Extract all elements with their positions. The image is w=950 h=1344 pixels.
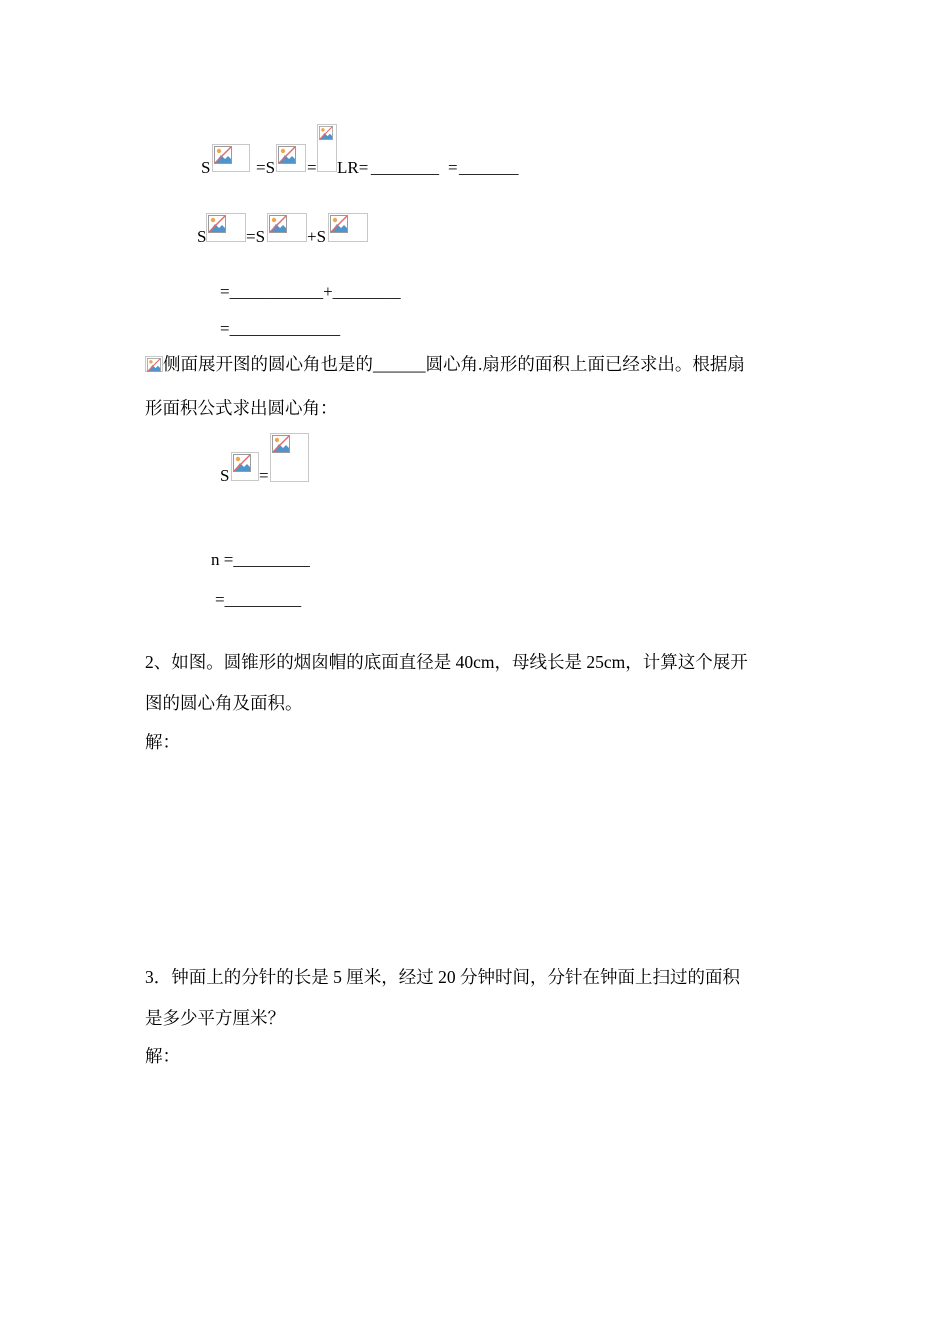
eq2-plus-s: +S <box>307 227 327 246</box>
eq5-eq: = <box>259 466 269 485</box>
formula-image-icon <box>212 144 250 172</box>
eq5-s: S <box>220 466 230 485</box>
eq2-s: S <box>197 227 207 246</box>
formula-image-icon <box>206 213 246 242</box>
eq2-eq-s: =S <box>246 227 266 246</box>
problem-3-line-2: 是多少平方厘米？ <box>145 1008 285 1028</box>
eq1-equals: = <box>448 158 458 177</box>
eq1-s: S <box>201 158 211 177</box>
eq3-line: =___________+________ <box>220 282 401 301</box>
inline-image-icon <box>145 356 163 372</box>
formula-image-icon <box>317 124 337 172</box>
formula-image-icon <box>276 144 306 172</box>
eq1-lr: LR= <box>337 158 369 177</box>
eq7-line: =_________ <box>215 590 302 609</box>
formula-image-icon <box>267 213 307 242</box>
eq6-line: n =_________ <box>211 550 310 569</box>
eq1-eq: = <box>307 158 317 177</box>
eq1-blank-1: ________ <box>371 158 439 177</box>
problem-2-line-2: 图的圆心角及面积。 <box>145 693 303 713</box>
problem-2-solution-label: 解： <box>145 732 180 752</box>
paragraph-line-2: 形面积公式求出圆心角： <box>145 398 338 418</box>
formula-image-icon <box>270 433 309 482</box>
eq1-blank-2: _______ <box>459 158 519 177</box>
formula-image-icon <box>231 452 259 481</box>
eq4-line: =_____________ <box>220 319 341 338</box>
formula-image-icon <box>328 213 368 242</box>
problem-3-solution-label: 解： <box>145 1046 180 1066</box>
problem-3-line-1: 3．钟面上的分针的长是 5 厘米，经过 20 分钟时间，分针在钟面上扫过的面积 <box>145 967 740 987</box>
paragraph-line-1: 侧面展开图的圆心角也是的______圆心角.扇形的面积上面已经求出。根据扇 <box>163 354 745 374</box>
eq1-eq-s: =S <box>256 158 276 177</box>
problem-2-line-1: 2、如图。圆锥形的烟囱帽的底面直径是 40cm，母线长是 25cm，计算这个展开 <box>145 652 748 672</box>
